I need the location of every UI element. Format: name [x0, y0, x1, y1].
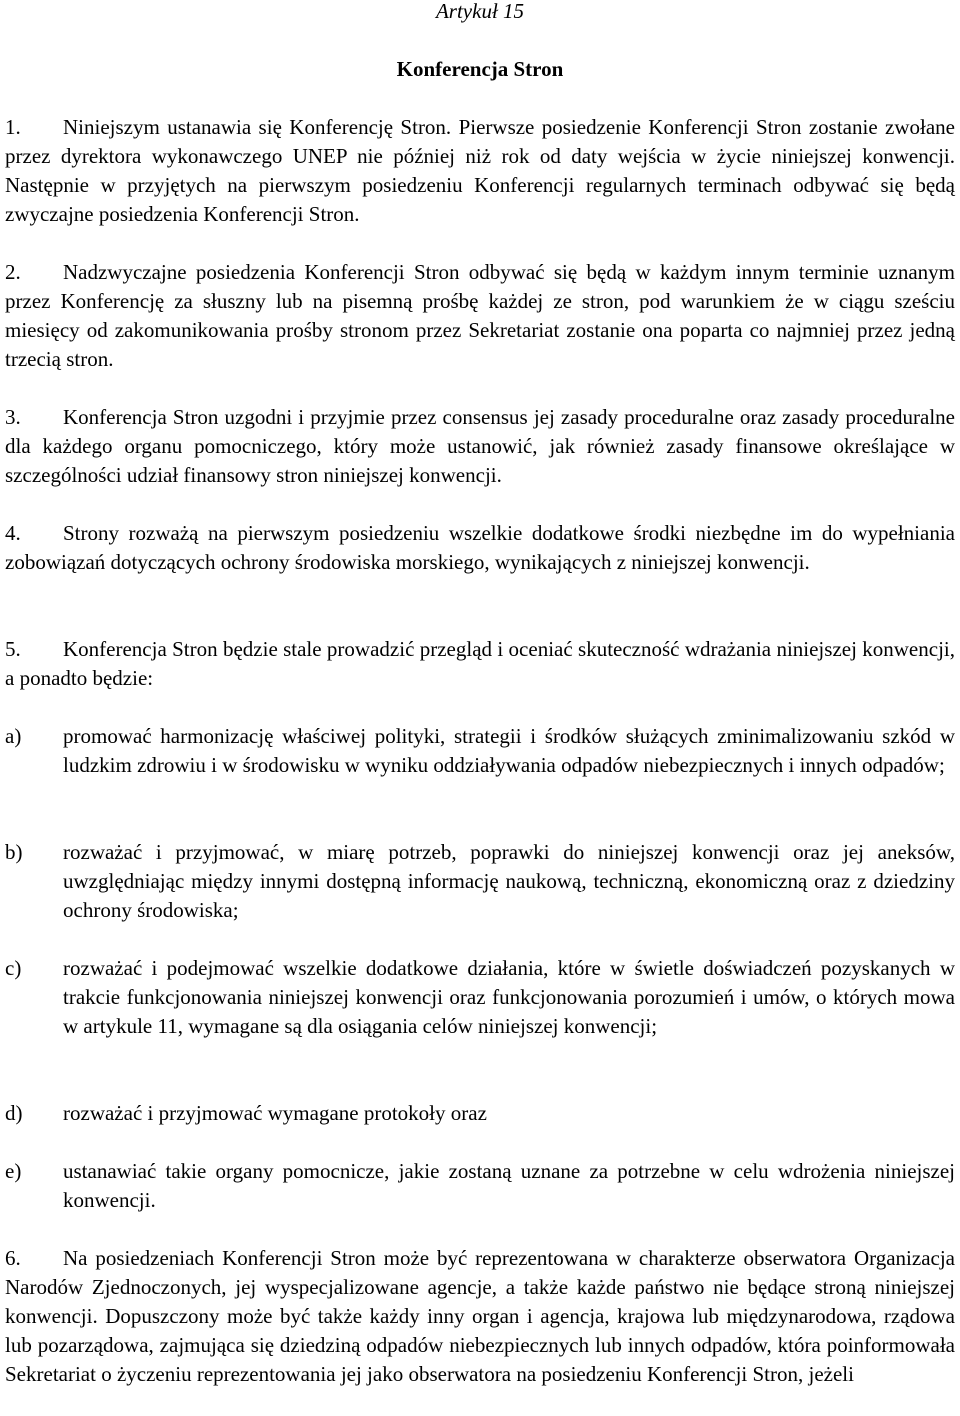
list-item-text: promować harmonizację właściwej polityki, strategii i środków służących zminimalizowaniu szkód w ludzkim zdrowiu i w środowisku w wyniku oddziaływania odpadów niebezpiecznych i innych odpadów;: [63, 724, 955, 777]
list-item-c: [5, 954, 955, 1041]
paragraph-text: Konferencja Stron będzie stale prowadzić przegląd i oceniać skuteczność wdrażania niniejszej konwencji, a ponadto będzie:: [5, 637, 955, 690]
paragraph-number: 3.: [5, 405, 21, 429]
paragraph-3: [5, 403, 955, 490]
list-item-b: [5, 838, 955, 925]
paragraph-number: 2.: [5, 260, 21, 284]
list-item-text: rozważać i przyjmować wymagane protokoły oraz: [63, 1101, 487, 1125]
paragraph-text: Konferencja Stron uzgodni i przyjmie przez consensus jej zasady proceduralne oraz zasady proceduralne dla każdego organu pomocniczego, który może ustanowić, jak również zasady finansowe określające w szczególności udział finansowy stron niniejszej konwencji.: [5, 405, 955, 487]
paragraph-2: [5, 258, 955, 374]
paragraph-number: 1.: [5, 115, 21, 139]
paragraph-number: 6.: [5, 1246, 21, 1270]
list-item-letter: e): [5, 1159, 22, 1183]
paragraph-6: [5, 1244, 955, 1389]
article-number: Artykuł 15: [435, 0, 525, 23]
paragraph-1: [5, 113, 955, 229]
paragraph-number: 5.: [5, 637, 21, 661]
list-item-d: [5, 1099, 955, 1128]
list-item-letter: b): [5, 840, 23, 864]
article-title: Konferencja Stron: [396, 57, 564, 81]
paragraph-text: Strony rozważą na pierwszym posiedzeniu wszelkie dodatkowe środki niezbędne im do wypełniania zobowiązań dotyczących ochrony środowiska morskiego, wynikających z niniejszej konwencji.: [5, 521, 955, 574]
list-item-a: [5, 722, 955, 780]
list-item-text: rozważać i przyjmować, w miarę potrzeb, poprawki do niniejszej konwencji oraz jej aneksów, uwzględniając między innymi dostępną informację naukową, techniczną, ekonomiczną oraz z dziedziny ochrony środowiska;: [63, 840, 955, 922]
paragraph-5: [5, 635, 955, 693]
list-item-text: rozważać i podejmować wszelkie dodatkowe działania, które w świetle doświadczeń pozyskanych w trakcie funkcjonowania niniejszej konwencji oraz funkcjonowania porozumień i umów, o których mowa w artykule 11, wymagane są dla osiągania celów niniejszej konwencji;: [63, 956, 955, 1038]
list-item-text: ustanawiać takie organy pomocnicze, jakie zostaną uznane za potrzebne w celu wdrożenia niniejszej konwencji.: [63, 1159, 955, 1212]
paragraph-text: Niniejszym ustanawia się Konferencję Stron. Pierwsze posiedzenie Konferencji Stron zostanie zwołane przez dyrektora wykonawczego UNEP nie później niż rok od daty wejścia w życie niniejszej konwencji. Następnie w przyjętych na pierwszym posiedzeniu Konferencji regularnych terminach odbywać się będą zwyczajne posiedzenia Konferencji Stron.: [5, 115, 955, 226]
paragraph-text: Nadzwyczajne posiedzenia Konferencji Stron odbywać się będą w każdym innym terminie uznanym przez Konferencję za słuszny lub na pisemną prośbę każdej ze stron, pod warunkiem że w ciągu sześciu miesięcy od zakomunikowania prośby stronom przez Sekretariat zostanie ona poparta co najmniej przez jedną trzecią stron.: [5, 260, 955, 371]
paragraph-4: [5, 519, 955, 577]
list-item-letter: c): [5, 956, 22, 980]
paragraph-text: Na posiedzeniach Konferencji Stron może być reprezentowana w charakterze obserwatora Organizacja Narodów Zjednoczonych, jej wyspecjalizowane agencje, a także każde państwo nie będące stroną niniejszej konwencji. Dopuszczony może być także każdy inny organ i agencja, krajowa lub międzynarodowa, rządowa lub pozarządowa, zajmująca się dziedziną odpadów niebezpiecznych lub innych odpadów, która poinformowała Sekretariat o życzeniu reprezentowania jej jako obserwatora na posiedzeniu Konferencji Stron, jeżeli: [5, 1246, 955, 1386]
list-item-letter: a): [5, 724, 22, 748]
list-item-e: [5, 1157, 955, 1215]
paragraph-number: 4.: [5, 521, 21, 545]
list-item-letter: d): [5, 1101, 23, 1125]
